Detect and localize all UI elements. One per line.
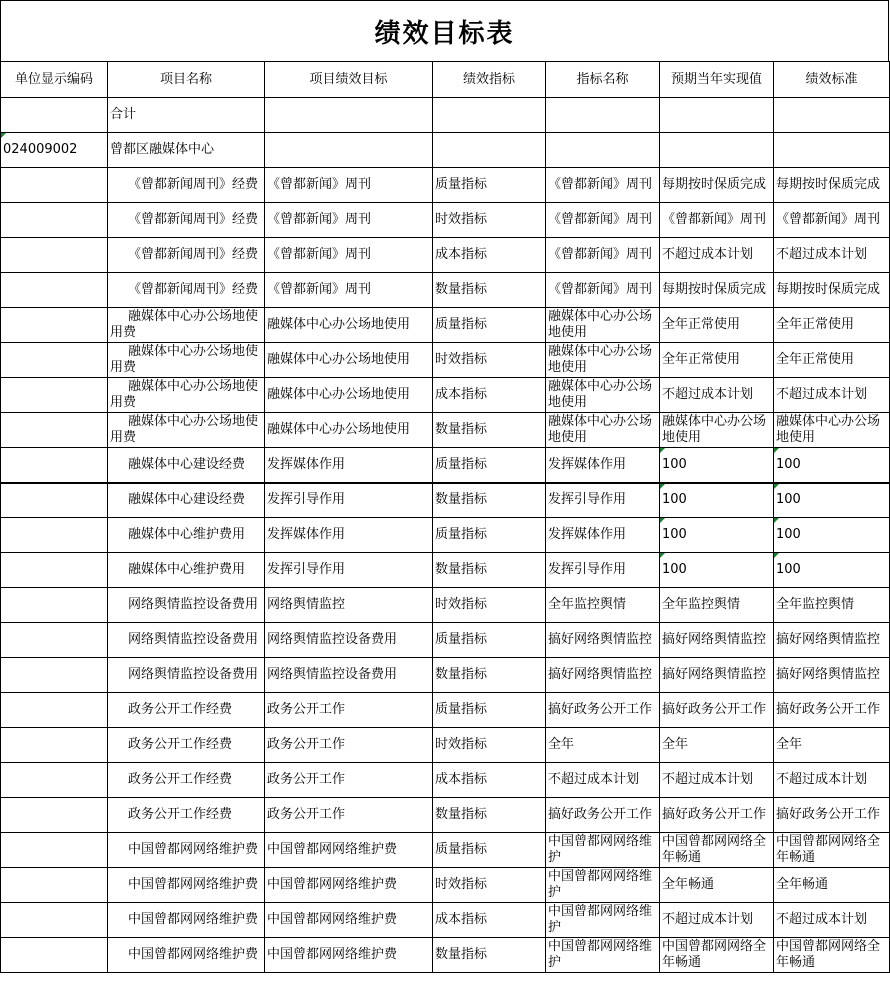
indicator-cell[interactable]: 时效指标 [433,868,546,903]
table-cell[interactable] [660,133,774,168]
standard-cell[interactable]: 中国曾都网网络全年畅通 [774,938,890,973]
indicator-cell[interactable]: 数量指标 [433,273,546,308]
project-goal-cell[interactable]: 发挥引导作用 [265,483,433,518]
table-row [1,938,890,973]
standard-cell[interactable]: 100 [774,553,890,588]
expected-value-cell[interactable]: 每期按时保质完成 [660,273,774,308]
project-name-cell[interactable]: 政务公开工作经费 [108,728,265,763]
unit-code-cell[interactable] [1,693,108,728]
table-row [1,588,890,623]
metric-name-cell[interactable]: 搞好政务公开工作 [546,693,660,728]
project-goal-cell[interactable]: 中国曾都网网络维护费 [265,868,433,903]
metric-name-cell[interactable]: 融媒体中心办公场地使用 [546,308,660,343]
project-goal-cell[interactable]: 《曾都新闻》周刊 [265,168,433,203]
table-cell[interactable] [265,98,433,133]
project-name-cell[interactable]: 政务公开工作经费 [108,763,265,798]
expected-value-cell[interactable]: 《曾都新闻》周刊 [660,203,774,238]
metric-name-cell[interactable]: 《曾都新闻》周刊 [546,203,660,238]
performance-table [0,61,890,973]
expected-value-cell[interactable]: 中国曾都网网络全年畅通 [660,938,774,973]
project-goal-cell[interactable]: 网络舆情监控设备费用 [265,623,433,658]
header-project-name[interactable]: 项目名称 [108,62,265,98]
header-metric-name[interactable]: 指标名称 [546,62,660,98]
expected-value-cell[interactable]: 全年正常使用 [660,308,774,343]
expected-value-cell[interactable]: 搞好网络舆情监控 [660,658,774,693]
indicator-cell[interactable]: 数量指标 [433,413,546,448]
project-name-cell[interactable]: 融媒体中心建设经费 [108,483,265,518]
metric-name-cell[interactable]: 中国曾都网网络维护 [546,833,660,868]
expected-value-cell[interactable]: 中国曾都网网络全年畅通 [660,833,774,868]
project-name-cell[interactable]: 政务公开工作经费 [108,693,265,728]
standard-cell[interactable]: 中国曾都网网络全年畅通 [774,833,890,868]
total-label[interactable]: 合计 [108,98,265,133]
metric-name-cell[interactable]: 中国曾都网网络维护 [546,868,660,903]
table-row [1,623,890,658]
project-goal-cell[interactable]: 政务公开工作 [265,728,433,763]
metric-name-cell[interactable]: 发挥媒体作用 [546,518,660,553]
standard-cell[interactable]: 搞好网络舆情监控 [774,658,890,693]
metric-name-cell[interactable]: 搞好政务公开工作 [546,798,660,833]
unit-code-cell[interactable] [1,203,108,238]
indicator-cell[interactable]: 质量指标 [433,833,546,868]
total-row [1,98,890,133]
expected-value-cell[interactable]: 不超过成本计划 [660,238,774,273]
unit-code-cell[interactable] [1,308,108,343]
project-goal-cell[interactable]: 融媒体中心办公场地使用 [265,343,433,378]
indicator-cell[interactable]: 质量指标 [433,448,546,483]
table-row [1,203,890,238]
project-name-cell[interactable]: 融媒体中心维护费用 [108,553,265,588]
unit-code-cell[interactable] [1,938,108,973]
project-goal-cell[interactable]: 《曾都新闻》周刊 [265,203,433,238]
table-row [1,518,890,553]
metric-name-cell[interactable]: 中国曾都网网络维护 [546,938,660,973]
unit-row [1,133,890,168]
standard-cell[interactable]: 融媒体中心办公场地使用 [774,413,890,448]
metric-name-cell[interactable]: 全年 [546,728,660,763]
project-name-cell[interactable]: 融媒体中心建设经费 [108,448,265,483]
metric-name-cell[interactable]: 发挥媒体作用 [546,448,660,483]
metric-name-cell[interactable]: 中国曾都网网络维护 [546,903,660,938]
indicator-cell[interactable]: 质量指标 [433,308,546,343]
indicator-cell[interactable]: 数量指标 [433,658,546,693]
unit-code-cell[interactable] [1,658,108,693]
table-row [1,168,890,203]
table-cell[interactable] [774,133,890,168]
indicator-cell[interactable]: 数量指标 [433,553,546,588]
indicator-cell[interactable]: 质量指标 [433,518,546,553]
project-name-cell[interactable]: 《曾都新闻周刊》经费 [108,273,265,308]
unit-code-cell[interactable] [1,448,108,483]
project-name-cell[interactable]: 中国曾都网网络维护费 [108,868,265,903]
project-name-cell[interactable]: 融媒体中心办公场地使用费 [108,343,265,378]
expected-value-cell[interactable]: 100 [660,553,774,588]
metric-name-cell[interactable]: 搞好网络舆情监控 [546,623,660,658]
standard-cell[interactable]: 每期按时保质完成 [774,168,890,203]
header-indicator[interactable]: 绩效指标 [433,62,546,98]
expected-value-cell[interactable]: 全年畅通 [660,868,774,903]
indicator-cell[interactable]: 成本指标 [433,238,546,273]
unit-code-cell[interactable] [1,238,108,273]
project-name-cell[interactable]: 中国曾都网网络维护费 [108,833,265,868]
project-goal-cell[interactable]: 融媒体中心办公场地使用 [265,308,433,343]
table-cell[interactable] [433,133,546,168]
indicator-cell[interactable]: 质量指标 [433,168,546,203]
expected-value-cell[interactable]: 融媒体中心办公场地使用 [660,413,774,448]
standard-cell[interactable]: 不超过成本计划 [774,903,890,938]
unit-code-cell[interactable] [1,413,108,448]
project-goal-cell[interactable]: 发挥媒体作用 [265,448,433,483]
table-row [1,693,890,728]
unit-code-cell[interactable] [1,728,108,763]
expected-value-cell[interactable]: 100 [660,448,774,483]
project-goal-cell[interactable]: 政务公开工作 [265,763,433,798]
table-row [1,308,890,343]
table-cell[interactable] [433,98,546,133]
table-row [1,273,890,308]
table-row [1,483,890,518]
unit-code-cell[interactable] [1,483,108,518]
expected-value-cell[interactable]: 搞好政务公开工作 [660,798,774,833]
indicator-cell[interactable]: 成本指标 [433,763,546,798]
standard-cell[interactable]: 100 [774,448,890,483]
table-row [1,868,890,903]
metric-name-cell[interactable]: 全年监控舆情 [546,588,660,623]
metric-name-cell[interactable]: 搞好网络舆情监控 [546,658,660,693]
indicator-cell[interactable]: 质量指标 [433,693,546,728]
table-cell[interactable] [660,98,774,133]
standard-cell[interactable]: 不超过成本计划 [774,763,890,798]
expected-value-cell[interactable]: 搞好网络舆情监控 [660,623,774,658]
table-row [1,833,890,868]
unit-name-cell[interactable]: 曾都区融媒体中心 [108,133,265,168]
indicator-cell[interactable]: 数量指标 [433,483,546,518]
metric-name-cell[interactable]: 融媒体中心办公场地使用 [546,378,660,413]
expected-value-cell[interactable]: 全年监控舆情 [660,588,774,623]
project-goal-cell[interactable]: 政务公开工作 [265,693,433,728]
table-row [1,798,890,833]
indicator-cell[interactable]: 数量指标 [433,938,546,973]
expected-value-cell[interactable]: 不超过成本计划 [660,378,774,413]
indicator-cell[interactable]: 成本指标 [433,378,546,413]
project-goal-cell[interactable]: 《曾都新闻》周刊 [265,238,433,273]
header-unit-code[interactable]: 单位显示编码 [1,62,108,98]
expected-value-cell[interactable]: 每期按时保质完成 [660,168,774,203]
standard-cell[interactable]: 100 [774,518,890,553]
table-row [1,413,890,448]
indicator-cell[interactable]: 成本指标 [433,903,546,938]
project-goal-cell[interactable]: 发挥引导作用 [265,553,433,588]
metric-name-cell[interactable]: 发挥引导作用 [546,553,660,588]
expected-value-cell[interactable]: 100 [660,518,774,553]
unit-code-cell[interactable] [1,553,108,588]
project-name-cell[interactable]: 《曾都新闻周刊》经费 [108,203,265,238]
metric-name-cell[interactable]: 不超过成本计划 [546,763,660,798]
project-name-cell[interactable]: 融媒体中心维护费用 [108,518,265,553]
standard-cell[interactable]: 搞好政务公开工作 [774,798,890,833]
unit-code-cell[interactable] [1,273,108,308]
project-name-cell[interactable]: 《曾都新闻周刊》经费 [108,238,265,273]
project-name-cell[interactable]: 政务公开工作经费 [108,798,265,833]
table-row [1,343,890,378]
unit-code-cell[interactable]: 024009002 [1,133,108,168]
standard-cell[interactable]: 全年畅通 [774,868,890,903]
header-project-goal[interactable]: 项目绩效目标 [265,62,433,98]
table-cell[interactable] [1,98,108,133]
table-row [1,378,890,413]
expected-value-cell[interactable]: 100 [660,483,774,518]
standard-cell[interactable]: 全年监控舆情 [774,588,890,623]
project-name-cell[interactable]: 网络舆情监控设备费用 [108,623,265,658]
project-goal-cell[interactable]: 中国曾都网网络维护费 [265,938,433,973]
table-row [1,553,890,588]
unit-code-cell[interactable] [1,868,108,903]
standard-cell[interactable]: 不超过成本计划 [774,378,890,413]
metric-name-cell[interactable]: 《曾都新闻》周刊 [546,273,660,308]
table-cell[interactable] [546,133,660,168]
unit-code-cell[interactable] [1,798,108,833]
unit-code-cell[interactable] [1,588,108,623]
metric-name-cell[interactable]: 《曾都新闻》周刊 [546,238,660,273]
table-row [1,448,890,483]
project-name-cell[interactable]: 融媒体中心办公场地使用费 [108,308,265,343]
table-cell[interactable] [774,98,890,133]
table-cell[interactable] [546,98,660,133]
table-cell[interactable] [265,133,433,168]
header-expected-value[interactable]: 预期当年实现值 [660,62,774,98]
standard-cell[interactable]: 搞好网络舆情监控 [774,623,890,658]
table-row [1,658,890,693]
project-name-cell[interactable]: 融媒体中心办公场地使用费 [108,378,265,413]
unit-code-cell[interactable] [1,343,108,378]
unit-code-cell[interactable] [1,763,108,798]
project-goal-cell[interactable]: 融媒体中心办公场地使用 [265,413,433,448]
project-goal-cell[interactable]: 发挥媒体作用 [265,518,433,553]
unit-code-cell[interactable] [1,623,108,658]
project-goal-cell[interactable]: 《曾都新闻》周刊 [265,273,433,308]
project-name-cell[interactable]: 网络舆情监控设备费用 [108,658,265,693]
standard-cell[interactable]: 全年正常使用 [774,343,890,378]
expected-value-cell[interactable]: 全年正常使用 [660,343,774,378]
expected-value-cell[interactable]: 搞好政务公开工作 [660,693,774,728]
metric-name-cell[interactable]: 《曾都新闻》周刊 [546,168,660,203]
project-name-cell[interactable]: 中国曾都网网络维护费 [108,903,265,938]
metric-name-cell[interactable]: 发挥引导作用 [546,483,660,518]
table-row [1,763,890,798]
project-goal-cell[interactable]: 中国曾都网网络维护费 [265,903,433,938]
project-goal-cell[interactable]: 网络舆情监控设备费用 [265,658,433,693]
project-goal-cell[interactable]: 网络舆情监控 [265,588,433,623]
metric-name-cell[interactable]: 融媒体中心办公场地使用 [546,343,660,378]
unit-code-cell[interactable] [1,903,108,938]
indicator-cell[interactable]: 数量指标 [433,798,546,833]
standard-cell[interactable]: 每期按时保质完成 [774,273,890,308]
sheet-title: 绩效目标表 [0,0,889,61]
unit-code-cell[interactable] [1,168,108,203]
table-row [1,728,890,763]
standard-cell[interactable]: 全年 [774,728,890,763]
header-row [1,62,890,98]
standard-cell[interactable]: 全年正常使用 [774,308,890,343]
project-name-cell[interactable]: 中国曾都网网络维护费 [108,938,265,973]
unit-code-cell[interactable] [1,378,108,413]
table-row [1,238,890,273]
indicator-cell[interactable]: 时效指标 [433,343,546,378]
expected-value-cell[interactable]: 全年 [660,728,774,763]
standard-cell[interactable]: 《曾都新闻》周刊 [774,203,890,238]
table-row [1,903,890,938]
project-goal-cell[interactable]: 中国曾都网网络维护费 [265,833,433,868]
unit-code-cell[interactable] [1,518,108,553]
indicator-cell[interactable]: 时效指标 [433,728,546,763]
project-name-cell[interactable]: 网络舆情监控设备费用 [108,588,265,623]
project-goal-cell[interactable]: 政务公开工作 [265,798,433,833]
expected-value-cell[interactable]: 不超过成本计划 [660,763,774,798]
standard-cell[interactable]: 不超过成本计划 [774,238,890,273]
project-goal-cell[interactable]: 融媒体中心办公场地使用 [265,378,433,413]
indicator-cell[interactable]: 时效指标 [433,203,546,238]
unit-code-cell[interactable] [1,833,108,868]
indicator-cell[interactable]: 质量指标 [433,623,546,658]
expected-value-cell[interactable]: 不超过成本计划 [660,903,774,938]
project-name-cell[interactable]: 《曾都新闻周刊》经费 [108,168,265,203]
metric-name-cell[interactable]: 融媒体中心办公场地使用 [546,413,660,448]
indicator-cell[interactable]: 时效指标 [433,588,546,623]
header-standard[interactable]: 绩效标准 [774,62,890,98]
standard-cell[interactable]: 搞好政务公开工作 [774,693,890,728]
standard-cell[interactable]: 100 [774,483,890,518]
project-name-cell[interactable]: 融媒体中心办公场地使用费 [108,413,265,448]
